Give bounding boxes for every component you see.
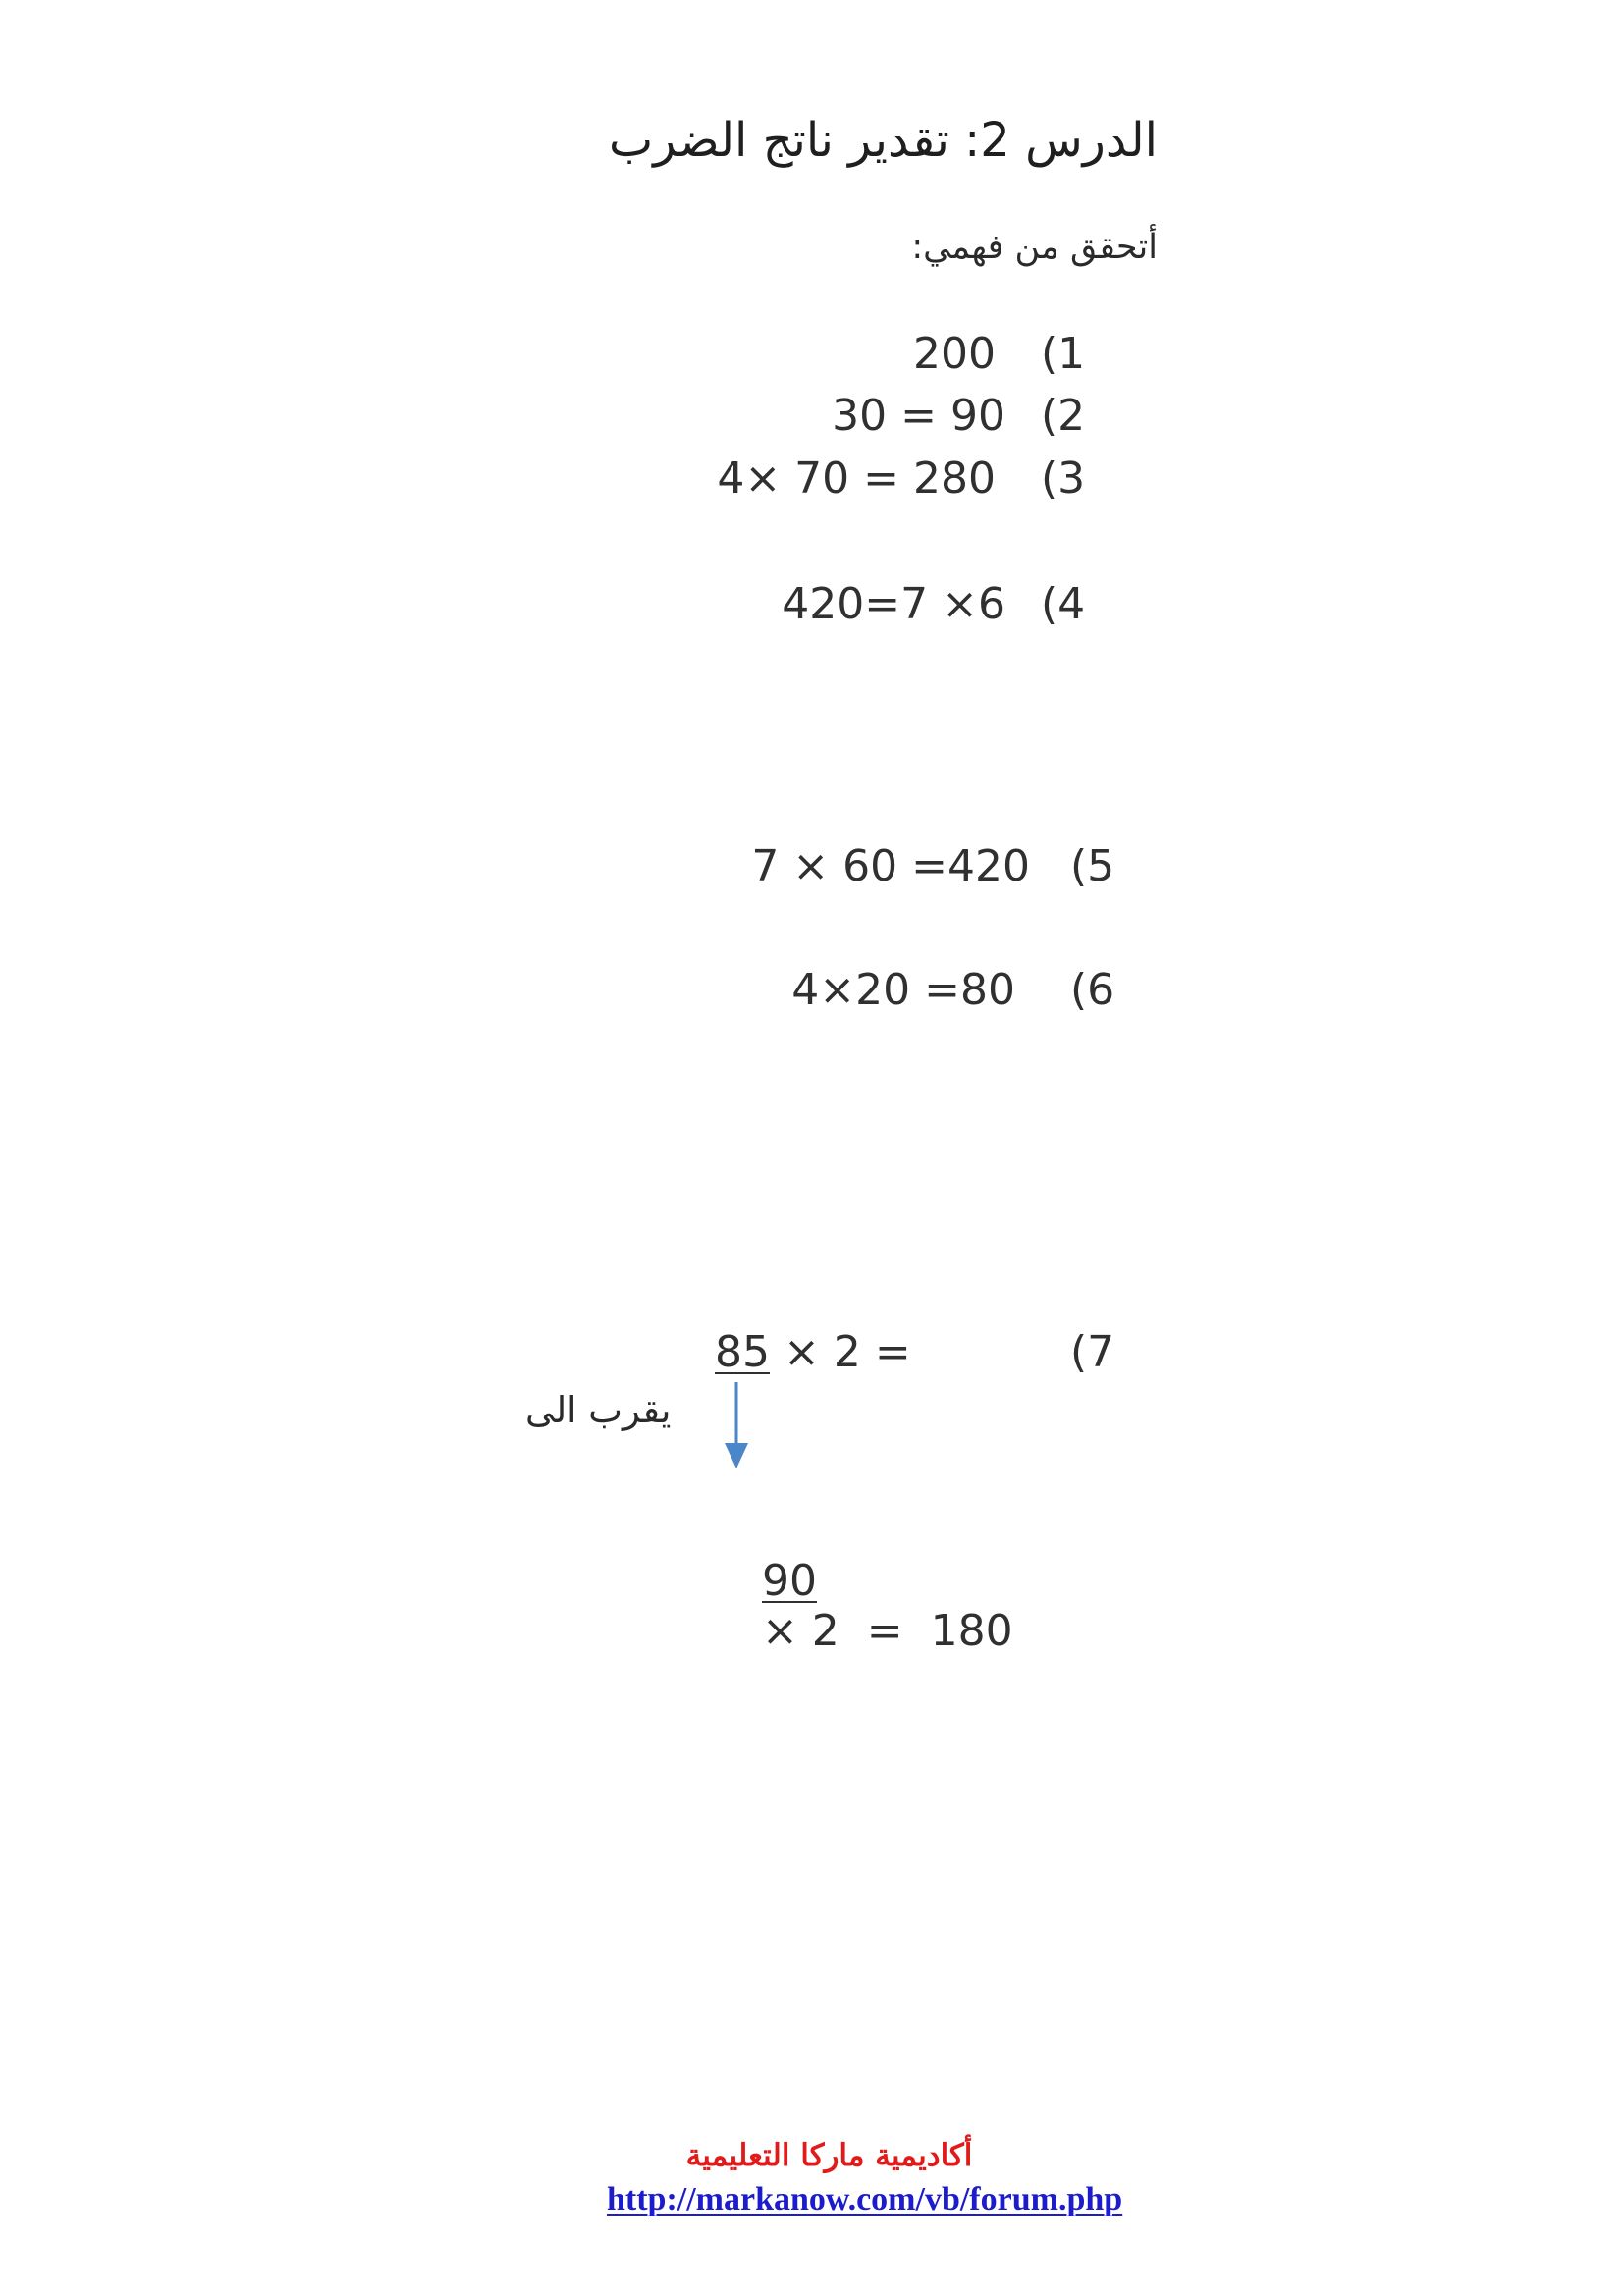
down-arrow-icon [722,1382,751,1470]
footer-academy-name: أكاديمية ماركا التعليمية [685,2138,973,2173]
rounded-rest: × 2 = 180 [761,1606,1013,1656]
exercise-3-number: (3 [1041,454,1086,504]
exercise-2-number: (2 [1041,391,1086,441]
exercise-7-number: (7 [1070,1327,1115,1377]
exercise-1-expression: 200 [913,329,996,379]
exercise-4-expression: 420=7 ×6 [782,579,1005,629]
round-to-label: يقرب الى [525,1389,672,1431]
exercise-4-number: (4 [1041,579,1086,629]
rounded-factor: 90 [761,1556,817,1606]
exercise-5-expression: 7 × 60 =420 [751,841,1030,891]
exercise-2-expression: 30 = 90 [832,391,1005,441]
exercise-7-original [715,1327,911,1377]
exercise-3-expression: 4× 70 = 280 [717,454,996,504]
exercise-7-rounded [707,1506,1013,1706]
exercise-6-number: (6 [1070,965,1115,1015]
section-subtitle: أتحقق من فهمي: [911,228,1158,267]
page-title: الدرس 2: تقدير ناتج الضرب [609,113,1158,168]
exercise-1-number: (1 [1041,329,1086,379]
footer-link[interactable]: http://markanow.com/vb/forum.php [607,2181,1123,2217]
original-rest: × 2 = [784,1327,911,1377]
exercise-6-expression: 4×20 =80 [791,965,1015,1015]
original-factor: 85 [715,1327,770,1377]
exercise-5-number: (5 [1070,841,1115,891]
